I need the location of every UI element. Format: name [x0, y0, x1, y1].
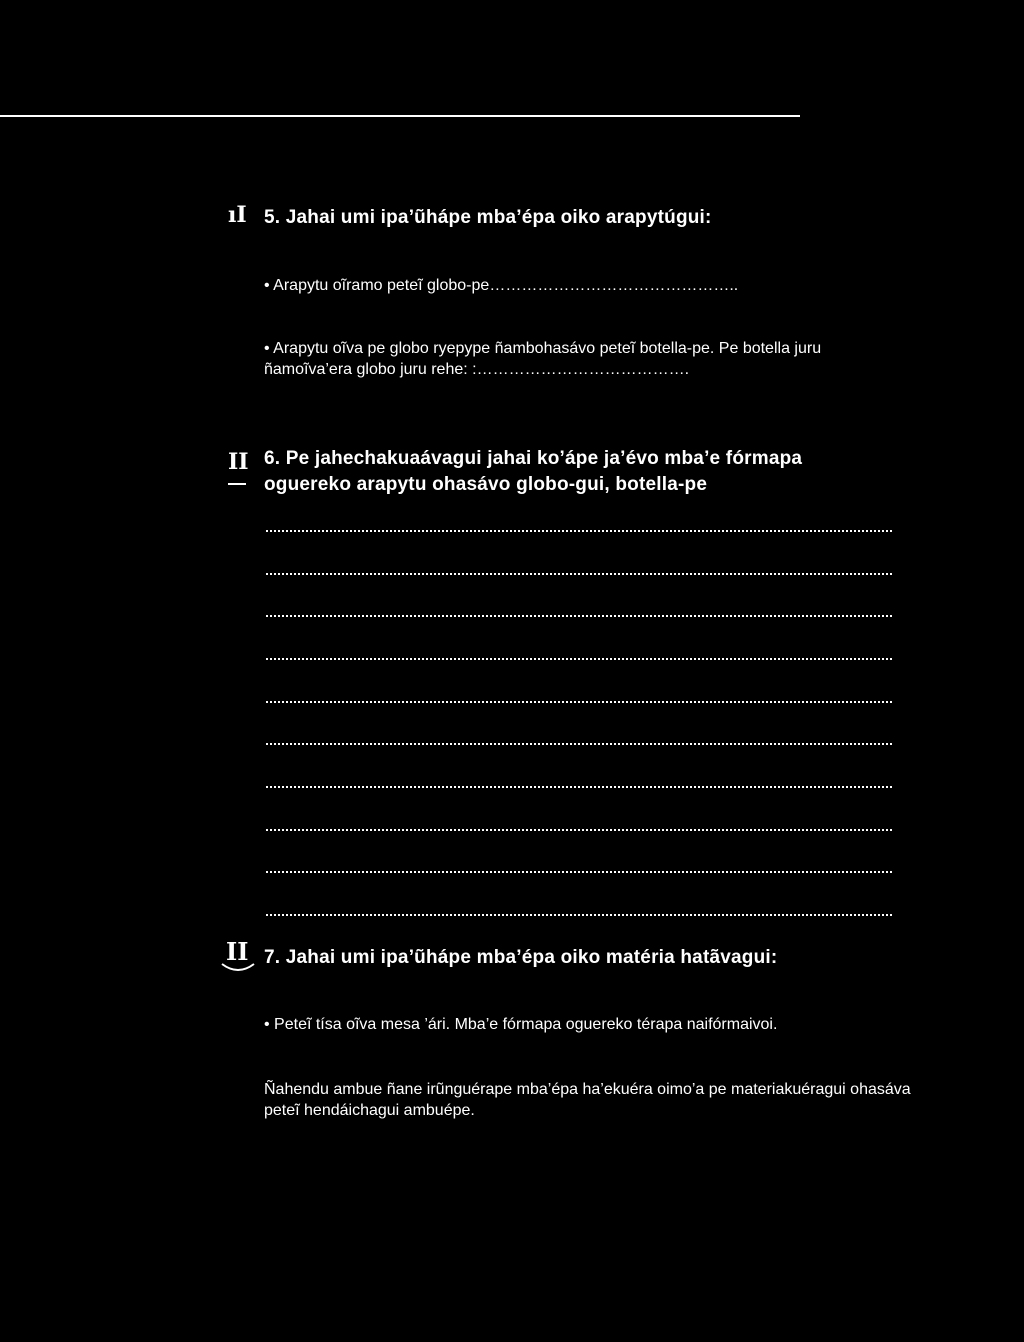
answer-line[interactable]	[266, 868, 892, 873]
answer-line[interactable]	[266, 783, 892, 788]
question-5-item-1-dots: ………………………………………..	[489, 277, 739, 294]
question-6-marker-icon: ΙΙ	[228, 449, 249, 475]
question-7-paragraph: Ñahendu ambue ñane irũnguérape mba’épa ha’ekuéra oimo’a pe materiakuéragui ohasáva peteĩ hendáichagui ambuépe.	[264, 1081, 911, 1119]
question-7-title: 7. Jahai umi ipa’ũhápe mba’épa oiko matéria hatãvagui:	[264, 947, 778, 968]
question-5-item-2-text: • Arapytu oĩva pe globo ryepype ñambohasávo peteĩ botella-pe. Pe botella juru ñamoĩva’era globo juru rehe: :	[264, 340, 822, 378]
question-6-marker-underline-icon	[228, 483, 246, 485]
answer-line[interactable]	[266, 698, 892, 703]
answer-line[interactable]	[266, 570, 892, 575]
answer-line[interactable]	[266, 527, 892, 532]
question-5-item-1-bullet: •	[264, 277, 270, 294]
answer-line[interactable]	[266, 911, 892, 916]
question-5-marker-icon: ıI	[228, 202, 247, 228]
answer-line[interactable]	[266, 655, 892, 660]
answer-line[interactable]	[266, 612, 892, 617]
question-7-item-1: • Peteĩ tísa oĩva mesa ’ári. Mba’e fórmapa oguereko térapa naifórmaivoi.	[264, 1016, 778, 1033]
question-7-marker-icon: ΙΙ	[226, 937, 249, 966]
question-5-title: 5. Jahai umi ipa’ũhápe mba’épa oiko arapytúgui:	[264, 207, 712, 228]
question-5-item-2	[264, 338, 904, 380]
top-rule	[0, 115, 800, 117]
question-5-item-2-dots: ………………………………….	[476, 361, 690, 378]
answer-line[interactable]	[266, 740, 892, 745]
question-5-item-1	[264, 275, 738, 296]
question-6-title-line-1: 6. Pe jahechakuaávagui jahai ko’ápe ja’évo mba’e fórmapa	[264, 448, 803, 469]
question-5-item-1-text: Arapytu oĩramo peteĩ globo-pe	[273, 277, 490, 294]
question-7-marker-base-icon	[220, 962, 256, 974]
question-6-title-line-2: oguereko arapytu ohasávo globo-gui, botella-pe	[264, 474, 708, 495]
answer-line[interactable]	[266, 826, 892, 831]
